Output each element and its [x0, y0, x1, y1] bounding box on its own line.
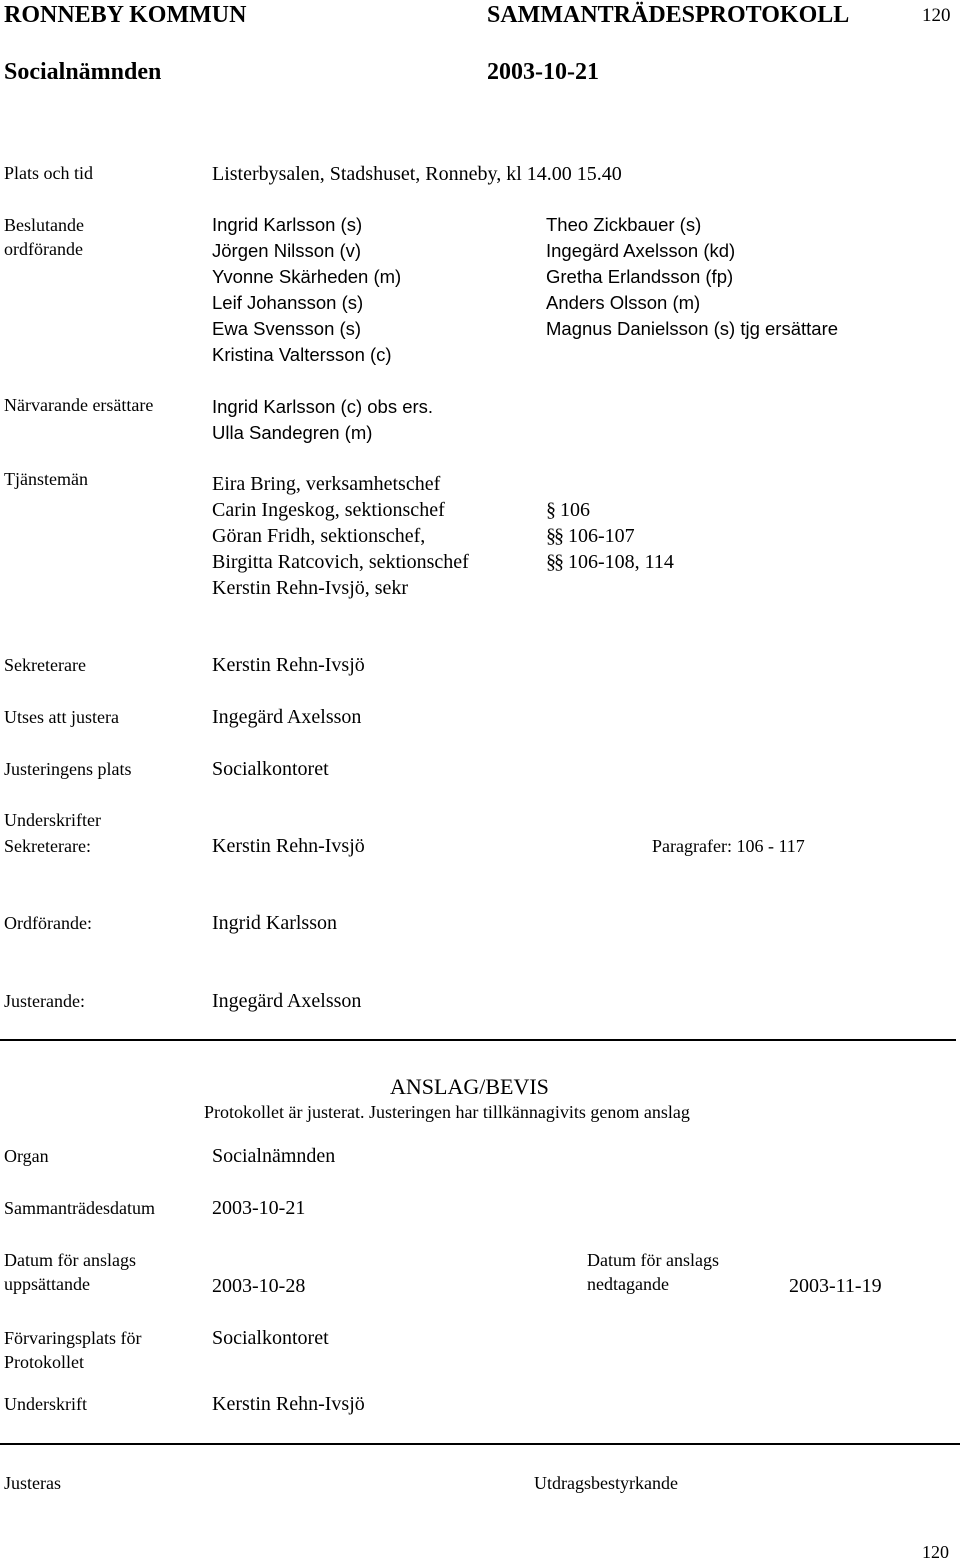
organ-value: Socialnämnden — [212, 1145, 336, 1167]
paragrafer-range: Paragrafer: 106 - 117 — [652, 836, 805, 856]
ordforande-label: ordförande — [4, 239, 83, 259]
anslag-title: ANSLAG/BEVIS — [390, 1074, 549, 1099]
forvaringsplats-label-line2: Protokollet — [4, 1352, 84, 1372]
official-name: Birgitta Ratcovich, sektionschef — [212, 551, 469, 573]
section-divider — [0, 1039, 956, 1041]
meeting-date: 2003-10-21 — [487, 59, 599, 85]
footer-divider — [0, 1443, 960, 1445]
section-symbol: §§ — [546, 551, 562, 573]
forvaringsplats-label-line1: Förvaringsplats för — [4, 1328, 142, 1348]
tjanstemannen-list — [212, 471, 469, 601]
signature-ordforande-label: Ordförande: — [4, 913, 92, 933]
member-name: Ewa Svensson (s) — [212, 318, 362, 339]
beslutande-label: Beslutande — [4, 215, 84, 235]
official-name: Göran Fridh, sektionschef, — [212, 525, 426, 547]
organ-label: Organ — [4, 1146, 49, 1166]
section-symbol: §§ — [546, 525, 562, 547]
signature-justerande-value: Ingegärd Axelsson — [212, 990, 362, 1012]
underskrifter-heading: Underskrifter — [4, 810, 101, 830]
paragraph-ref: § 106 — [546, 499, 590, 521]
member-name: Kristina Valtersson (c) — [212, 344, 392, 365]
beslutande-list-right — [546, 212, 838, 342]
substitute-name: Ulla Sandegren (m) — [212, 422, 373, 443]
section-symbol: § — [546, 499, 554, 521]
underskrift-value: Kerstin Rehn-Ivsjö — [212, 1393, 365, 1415]
underskrift-label: Underskrift — [4, 1394, 87, 1414]
document-type-title: SAMMANTRÄDESPROTOKOLL — [487, 2, 850, 28]
justeringens-plats-label: Justeringens plats — [4, 759, 132, 779]
plats-label: Plats och tid — [4, 163, 93, 183]
utdragsbestyrkande-label: Utdragsbestyrkande — [534, 1473, 678, 1493]
signature-sekreterare-value: Kerstin Rehn-Ivsjö — [212, 835, 365, 857]
member-name: Yvonne Skärheden (m) — [212, 266, 402, 287]
paragraph-ref: §§ 106-107 — [546, 525, 635, 547]
justeras-label: Justeras — [4, 1473, 61, 1493]
nedtagande-value: 2003-11-19 — [789, 1275, 882, 1297]
municipality-title: RONNEBY KOMMUN — [4, 2, 247, 28]
narvarande-list — [212, 394, 433, 446]
sammantradesdatum-value: 2003-10-21 — [212, 1197, 306, 1219]
uppsattande-label-line1: Datum för anslags — [4, 1250, 136, 1270]
justera-value: Ingegärd Axelsson — [212, 706, 362, 728]
substitute-name: Ingrid Karlsson (c) obs ers. — [212, 396, 434, 417]
anslag-subtitle: Protokollet är justerat. Justeringen har tillkännagivits genom anslag — [204, 1102, 690, 1122]
page-number: 120 — [922, 5, 951, 26]
sammantradesdatum-label: Sammanträdesdatum — [4, 1198, 155, 1218]
member-name: Magnus Danielsson (s) tjg ersättare — [546, 318, 839, 339]
nedtagande-label-line2: nedtagande — [587, 1274, 669, 1294]
signature-justerande-label: Justerande: — [4, 991, 85, 1011]
official-name: Carin Ingeskog, sektionschef — [212, 499, 445, 521]
official-name: Eira Bring, verksamhetschef — [212, 473, 441, 495]
justeringens-plats-value: Socialkontoret — [212, 758, 329, 780]
paragraph-ref: §§ 106-108, 114 — [546, 551, 674, 573]
member-name: Jörgen Nilsson (v) — [212, 240, 362, 261]
tjanstemannen-label: Tjänstemän — [4, 469, 88, 489]
member-name: Ingrid Karlsson (s) — [212, 214, 363, 235]
member-name: Gretha Erlandsson (fp) — [546, 266, 734, 287]
official-name: Kerstin Rehn-Ivsjö, sekr — [212, 577, 409, 599]
justera-label: Utses att justera — [4, 707, 119, 727]
member-name: Leif Johansson (s) — [212, 292, 364, 313]
signature-sekreterare-label: Sekreterare: — [4, 836, 91, 856]
member-name: Theo Zickbauer (s) — [546, 214, 702, 235]
signature-ordforande-value: Ingrid Karlsson — [212, 912, 337, 934]
member-name: Anders Olsson (m) — [546, 292, 701, 313]
uppsattande-label-line2: uppsättande — [4, 1274, 90, 1294]
footer-page-number: 120 — [922, 1542, 949, 1562]
sekreterare-value: Kerstin Rehn-Ivsjö — [212, 654, 365, 676]
nedtagande-label-line1: Datum för anslags — [587, 1250, 719, 1270]
plats-value: Listerbysalen, Stadshuset, Ronneby, kl 14.00 15.40 — [212, 163, 622, 185]
narvarande-label: Närvarande ersättare — [4, 395, 154, 415]
uppsattande-value: 2003-10-28 — [212, 1275, 306, 1297]
sekreterare-label: Sekreterare — [4, 655, 86, 675]
beslutande-list-left — [212, 212, 401, 368]
paragraph-refs — [546, 497, 674, 575]
forvaringsplats-value: Socialkontoret — [212, 1327, 329, 1349]
member-name: Ingegärd Axelsson (kd) — [546, 240, 736, 261]
committee-name: Socialnämnden — [4, 59, 162, 85]
